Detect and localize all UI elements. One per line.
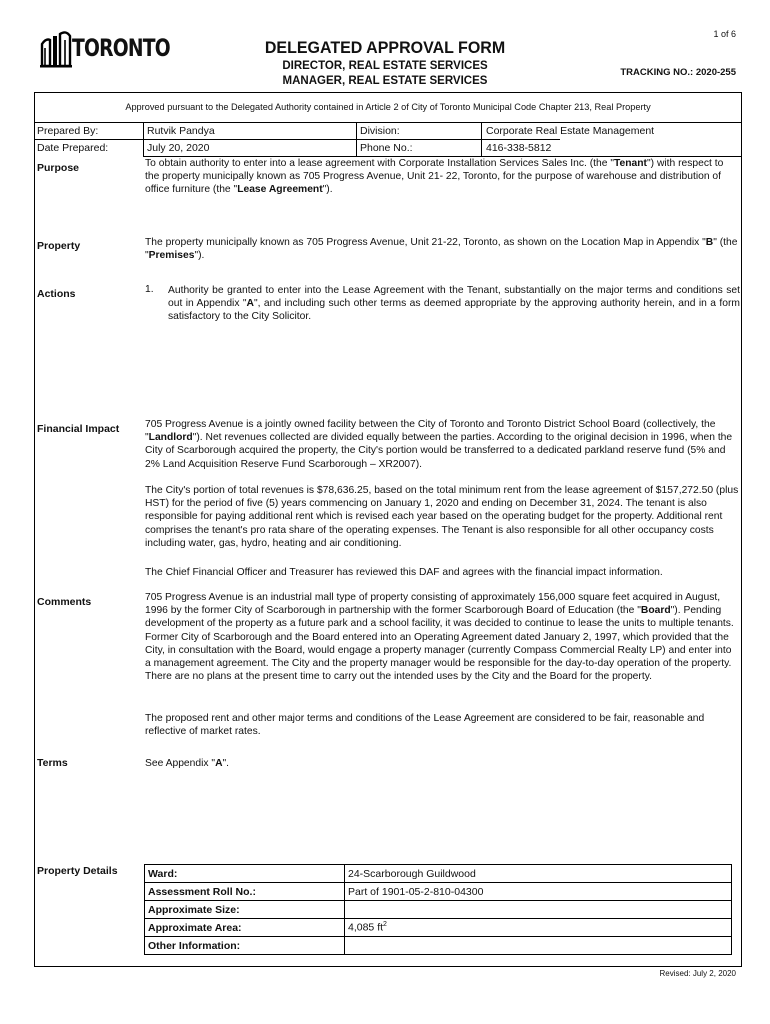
tracking-label: TRACKING NO.: xyxy=(620,67,694,78)
tracking-value: 2020-255 xyxy=(695,67,736,78)
approx-area-cell xyxy=(345,919,732,937)
terms-text: See Appendix "A". xyxy=(145,758,230,769)
date-label: Date Prepared: xyxy=(37,142,109,154)
division-label: Division: xyxy=(360,125,400,137)
divider xyxy=(356,122,357,156)
property-text: The property municipally known as 705 Progress Avenue, Unit 21-22, Toronto, as shown on the Location Map in Appendix "B" (the "Premises"). xyxy=(145,237,738,262)
logo-wordmark: TORONTO xyxy=(72,34,170,62)
table-row xyxy=(145,883,732,901)
purpose-label: Purpose xyxy=(37,162,80,174)
area-unit-exponent: 2 xyxy=(383,921,387,929)
table-row xyxy=(145,919,732,937)
tracking-number xyxy=(620,67,736,78)
purpose-text: To obtain authority to enter into a lease agreement with Corporate Installation Services Sales Inc. (the "Tenant") with respect to the property municipally known as 705 Progress Avenue, Unit 21- 22, Toronto, for the purpose of warehouse and distribution of office furniture (the "Lease Agreement"). xyxy=(145,158,724,196)
ward-key: Ward: xyxy=(145,865,345,883)
assessment-roll-key: Assessment Roll No.: xyxy=(145,883,345,901)
approx-size-value xyxy=(345,901,732,919)
terms-label: Terms xyxy=(37,757,68,769)
revised-date: Revised: July 2, 2020 xyxy=(659,969,736,978)
frame-bottom xyxy=(34,966,741,967)
other-info-value xyxy=(345,937,732,955)
financial-impact-label: Financial Impact xyxy=(37,423,120,435)
approx-size-key: Approximate Size: xyxy=(145,901,345,919)
financial-paragraph-1: 705 Progress Avenue is a jointly owned facility between the City of Toronto and Toronto District School Board (collectively, the "Landlord"). Net revenues collected are divided equally between the parties. According to the original decision in 1996, when the City of Scarborough acquired the property, the City's portion would be transferred to a dedicated parkland reserve fund (5% and 2% Land Acquisition Reserve Fund Scarborough – XR2007). xyxy=(145,419,733,470)
table-row xyxy=(145,865,732,883)
other-info-key: Other Information: xyxy=(145,937,345,955)
form-title: DELEGATED APPROVAL FORM xyxy=(264,39,506,58)
table-row xyxy=(145,901,732,919)
approx-area-value: 4,085 ft xyxy=(348,921,384,934)
phone-label: Phone No.: xyxy=(360,142,413,154)
approx-area-key: Approximate Area: xyxy=(145,919,345,937)
table-row xyxy=(145,937,732,955)
property-details-table xyxy=(144,864,732,955)
prepared-by-value: Rutvik Pandya xyxy=(147,125,215,137)
ward-value: 24-Scarborough Guildwood xyxy=(345,865,732,883)
approved-note: Approved pursuant to the Delegated Authority contained in Article 2 of City of Toronto Municipal Code Chapter 213, Real Property xyxy=(125,102,651,112)
phone-value: 416-338-5812 xyxy=(486,142,552,154)
subtitle-director: DIRECTOR, REAL ESTATE SERVICES xyxy=(282,60,488,72)
comments-paragraph-2: The proposed rent and other major terms and conditions of the Lease Agreement are considered to be fair, reasonable and reflective of market rates. xyxy=(145,713,705,738)
subtitle-manager: MANAGER, REAL ESTATE SERVICES xyxy=(282,75,488,87)
actions-label: Actions xyxy=(37,288,76,300)
prepared-by-label: Prepared By: xyxy=(37,125,99,137)
division-value: Corporate Real Estate Management xyxy=(486,125,655,137)
comments-paragraph-1: 705 Progress Avenue is an industrial mall type of property consisting of approximately 156,000 square feet acquired in August, 1996 by the former City of Scarborough in partnership with the former Scarborough Board of Education (the "Board"). Pending development of the property as a future park and a school facility, it was decided to continue to lease the units to multiple tenants. Former City of Scarborough and the Board entered into an Operating Agreement dated January 2, 1997, which provided that the City, in consultation with the Board, would engage a property manager (currently Compass Commercial Realty LP) and enter into a management agreement. The City and the property manager would be responsible for the day-to-day operation of the property. There are no plans at the present time to carry out the intended uses by the City and the Board for the property. xyxy=(145,592,734,683)
page-indicator: 1 of 6 xyxy=(713,29,736,39)
property-label: Property xyxy=(37,240,81,252)
financial-paragraph-3: The Chief Financial Officer and Treasurer has reviewed this DAF and agrees with the financial impact information. xyxy=(145,567,663,578)
divider xyxy=(34,122,741,123)
action-text: Authority be granted to enter into the Lease Agreement with the Tenant, substantially on the major terms and conditions set out in Appendix "A", and including such other terms as deemed appropriate by the approving authority herein, and in a form satisfactory to the City Solicitor. xyxy=(168,285,740,323)
divider xyxy=(143,122,144,156)
assessment-roll-value: Part of 1901-05-2-810-04300 xyxy=(345,883,732,901)
comments-label: Comments xyxy=(37,596,92,608)
action-number: 1. xyxy=(145,284,154,295)
date-value: July 20, 2020 xyxy=(147,142,210,154)
divider xyxy=(481,122,482,156)
financial-paragraph-2: The City's portion of total revenues is $78,636.25, based on the total minimum rent from the lease agreement of $157,272.50 (plus HST) for the period of five (5) years commencing on January 1, 2020 and ending on December 31, 2024. The tenant is also responsible for paying additional rent which is revised each year based on the operating budget for the property. Additional rent comprises the tenant's pro rata share of the operating expenses. The Tenant is also responsible for all other occupancy costs including water, gas, hydro, heating and air conditioning. xyxy=(145,485,739,549)
property-details-label: Property Details xyxy=(37,865,118,877)
